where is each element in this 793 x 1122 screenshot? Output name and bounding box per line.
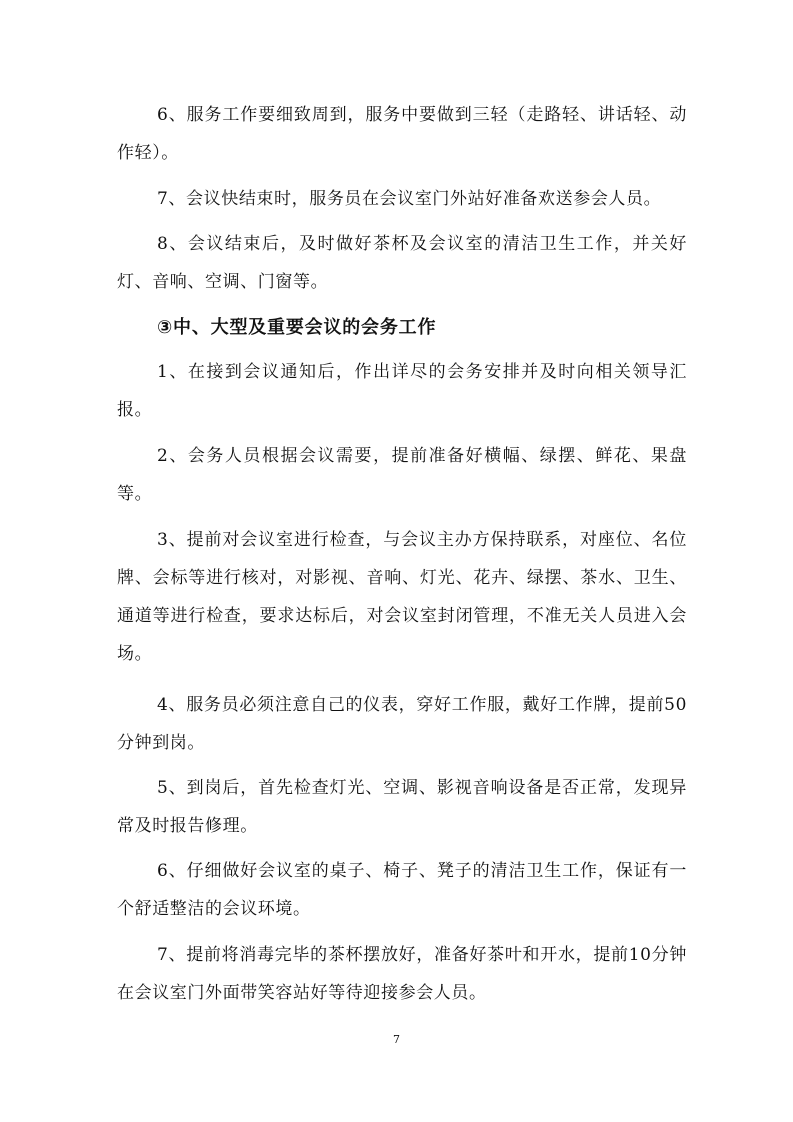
paragraph-item-2-preparation: 2、会务人员根据会议需要，提前准备好横幅、绿摆、鲜花、果盘等。 xyxy=(117,446,687,504)
paragraph-item-8-after-meeting: 8、会议结束后，及时做好茶杯及会议室的清洁卫生工作，并关好灯、音响、空调、门窗等。 xyxy=(117,234,687,292)
page-number: 7 xyxy=(393,1033,400,1046)
paragraph-item-1-notice: 1、在接到会议通知后，作出详尽的会务安排并及时向相关领导汇报。 xyxy=(117,362,687,420)
section-heading: ③中、大型及重要会议的会务工作 xyxy=(157,317,437,338)
paragraph-item-6-cleaning: 6、仔细做好会议室的桌子、椅子、凳子的清洁卫生工作，保证有一个舒适整洁的会议环境。 xyxy=(117,861,687,919)
paragraph-item-7-tea-preparation: 7、提前将消毒完毕的茶杯摆放好，准备好茶叶和开水，提前10分钟在会议室门外面带笑容站好等待迎接参会人员。 xyxy=(117,945,687,1003)
paragraph-item-5-equipment-check: 5、到岗后，首先检查灯光、空调、影视音响设备是否正常，发现异常及时报告修理。 xyxy=(117,778,687,836)
paragraph-item-3-inspection: 3、提前对会议室进行检查，与会议主办方保持联系，对座位、名位牌、会标等进行核对，对影视、音响、灯光、花卉、绿摆、茶水、卫生、通道等进行检查，要求达标后，对会议室封闭管理，不准无关人员进入会场。 xyxy=(117,530,687,664)
paragraph-item-7-meeting-end: 7、会议快结束时，服务员在会议室门外站好准备欢送参会人员。 xyxy=(157,189,662,209)
paragraph-item-4-appearance: 4、服务员必须注意自己的仪表，穿好工作服，戴好工作牌，提前50分钟到岗。 xyxy=(117,695,687,753)
paragraph-item-6-service-details: 6、服务工作要细致周到，服务中要做到三轻（走路轻、讲话轻、动作轻）。 xyxy=(117,105,687,163)
